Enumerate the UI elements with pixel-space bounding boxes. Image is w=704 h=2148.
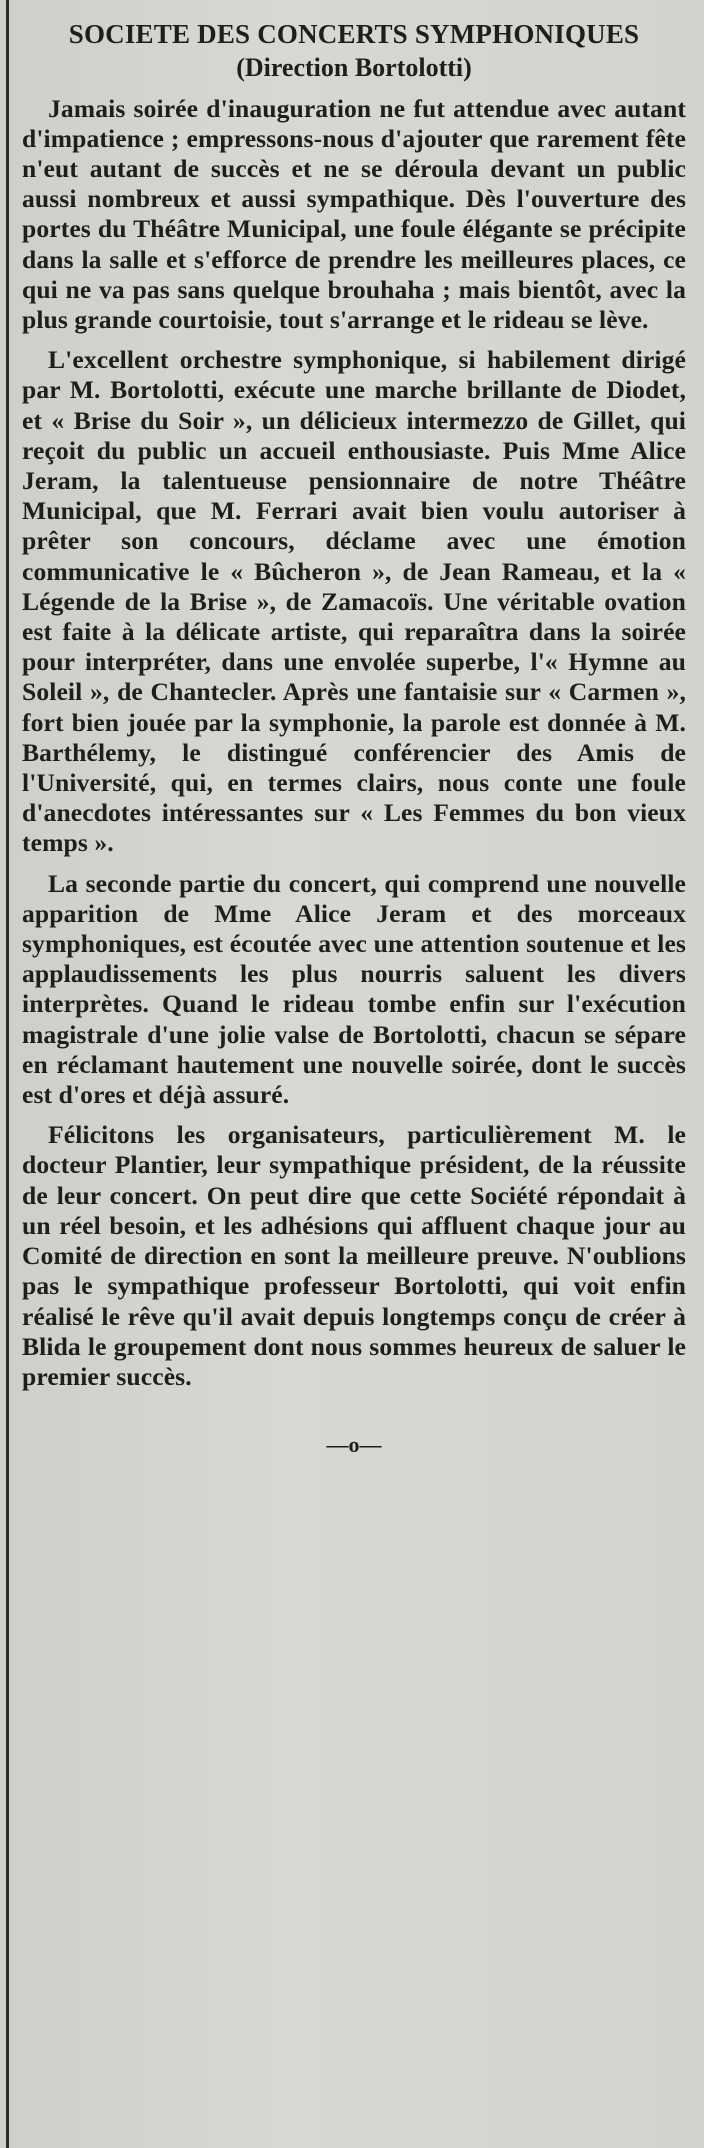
end-ornament: —o— — [326, 1432, 382, 1458]
article-title: SOCIETE DES CONCERTS SYMPHONIQUES — [68, 19, 640, 49]
article-column — [22, 18, 686, 1458]
column-rule — [6, 0, 9, 2148]
article-paragraph-3: La seconde partie du concert, qui comprend une nouvelle apparition de Mme Alice Jeram et des morceaux symphoniques, est écoutée avec une attention soutenue et les applaudissements les plus nourris saluent les divers interprètes. Quand le rideau tombe enfin sur l'exécution magistrale d'une jolie valse de Bortolotti, chacun se sépare en réclamant hautement une nouvelle soirée, dont le succès est d'ores et déjà assuré. — [22, 868, 686, 1110]
article-subtitle: (Direction Bortolotti) — [236, 53, 472, 83]
article-paragraph-4: Félicitons les organisateurs, particulièrement M. le docteur Plantier, leur sympathique président, de la réussite de leur concert. On peut dire que cette Société répondait à un réel besoin, et les adhésions qui affluent chaque jour au Comité de direction en sont la meilleure preuve. N'oublions pas le sympathique professeur Bortolotti, qui voit enfin réalisé le rêve qu'il avait depuis longtemps conçu de créer à Blida le groupement dont nous sommes heureux de saluer le premier succès. — [22, 1120, 686, 1391]
article-paragraph-2: L'excellent orchestre symphonique, si habilement dirigé par M. Bortolotti, exécute une marche brillante de Diodet, et « Brise du Soir », un délicieux intermezzo de Gillet, qui reçoit du public un accueil enthousiaste. Puis Mme Alice Jeram, la talentueuse pensionnaire de notre Théâtre Municipal, que M. Ferrari avait bien voulu autoriser à prêter son concours, déclame avec une émotion communicative le « Bûcheron », de Jean Rameau, et la « Légende de la Brise », de Zamacoïs. Une véritable ovation est faite à la délicate artiste, qui reparaîtra dans la soirée pour interpréter, dans une envolée superbe, l'« Hymne au Soleil », de Chantecler. Après une fantaisie sur « Carmen », fort bien jouée par la symphonie, la parole est donnée à M. Barthélemy, le distingué conférencier des Amis de l'Université, qui, en termes clairs, nous conte une foule d'anecdotes intéressantes sur « Les Femmes du bon vieux temps ». — [22, 345, 686, 858]
article-paragraph-1: Jamais soirée d'inauguration ne fut attendue avec autant d'impatience ; empressons-nous d'ajouter que rarement fête n'eut autant de succès et ne se déroula devant un public aussi nombreux et aussi sympathique. Dès l'ouverture des portes du Théâtre Municipal, une foule élégante se précipite dans la salle et s'efforce de prendre les meilleures places, ce qui ne va pas sans quelque brouhaha ; mais bientôt, avec la plus grande courtoisie, tout s'arrange et le rideau se lève. — [22, 93, 686, 334]
